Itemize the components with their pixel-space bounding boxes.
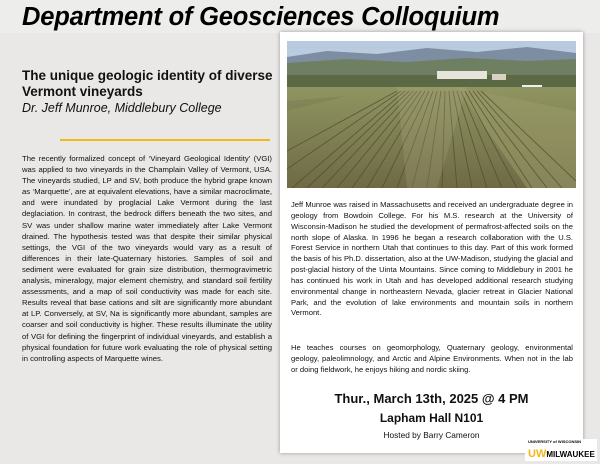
uwm-logo: [525, 439, 597, 461]
speaker-bio: Jeff Munroe was raised in Massachusetts and received an undergraduate degree in geology from Bowdoin College. For his M.S. research at the University of Wisconsin-Madison he studied the development of permafrost-affected soils on the north slope of Alaska. In 1996 he began a research collaboration with the U.S. Forest Service in northern Utah that continues to this day. Part of this work formed the basis of his Ph.D. dissertation, also at the UW-Madison, studying the glacial and post-glacial history of the Uinta Mountains. Since coming to Middlebury in 2001 he has continued his work in Utah and has developed additional research studying environmental change in northeastern Nevada, glacier retreat in Glacier National Park, and the evolution of lake environments and mountain soils in northern Vermont.: [291, 200, 573, 318]
abstract-text: The recently formalized concept of ‘Vineyard Geological Identity’ (VGI) was applied to two vineyards in the Champlain Valley of Vermont, USA. The vineyards studied, LP and SV, both produce the hybrid grape known as ‘Marquette’, are at equivalent elevations, have a similar macroclimate, and were inundated by proglacial Lake Vermont during the last deglaciation. In contrast, the bedrock differs beneath the two sites, and SV was under shallow marine water immediately after Lake Vermont drained. The hypothesis tested was that despite their similar physical settings, the VGI of the two vineyards would vary as a result of differences in their late-Quaternary histories. Samples of soil and sediment were evaluated for grain size distribution, thermogravimetric analysis, mineralogy, major element chemistry, and standard soil fertility assessments, and a map of soil conductivity was made for each site. Results reveal that base cations and silt are significantly more abundant at LP. Conversely, at SV, Na is significantly more abundant, samples are coarser and soil conductivity is higher. These results illuminate the utility of VGI for defining the fingerprint of individual vineyards, and establish a physical foundation for future work evaluating the role of physical setting in controlling aspects of Marquette wines.: [22, 154, 272, 363]
event-datetime: Thur., March 13th, 2025 @ 4 PM: [334, 391, 529, 406]
logo-wordmark: [528, 449, 595, 460]
event-location: Lapham Hall N101: [379, 411, 484, 425]
logo-university-text: UNIVERSITY of WISCONSIN: [528, 439, 582, 444]
speaker-teaching: He teaches courses on geomorphology, Quaternary geology, environmental geology, paleolimnology, and Arctic and Alpine Environments. When not in the lab or doing fieldwork, he enjoys hiking and nordic skiing.: [291, 343, 573, 374]
event-host: Hosted by Barry Cameron: [383, 430, 480, 440]
speaker-name: Dr. Jeff Munroe, Middlebury College: [22, 101, 222, 115]
department-title: Department of Geosciences Colloquium: [22, 3, 500, 31]
talk-title: The unique geologic identity of diverse Vermont vineyards: [22, 68, 273, 99]
logo-campus-text: MILWAUKEE: [546, 450, 595, 459]
vineyard-photo: [287, 41, 576, 188]
logo-uw-text: UW: [528, 448, 547, 460]
divider-rule: [60, 139, 270, 141]
